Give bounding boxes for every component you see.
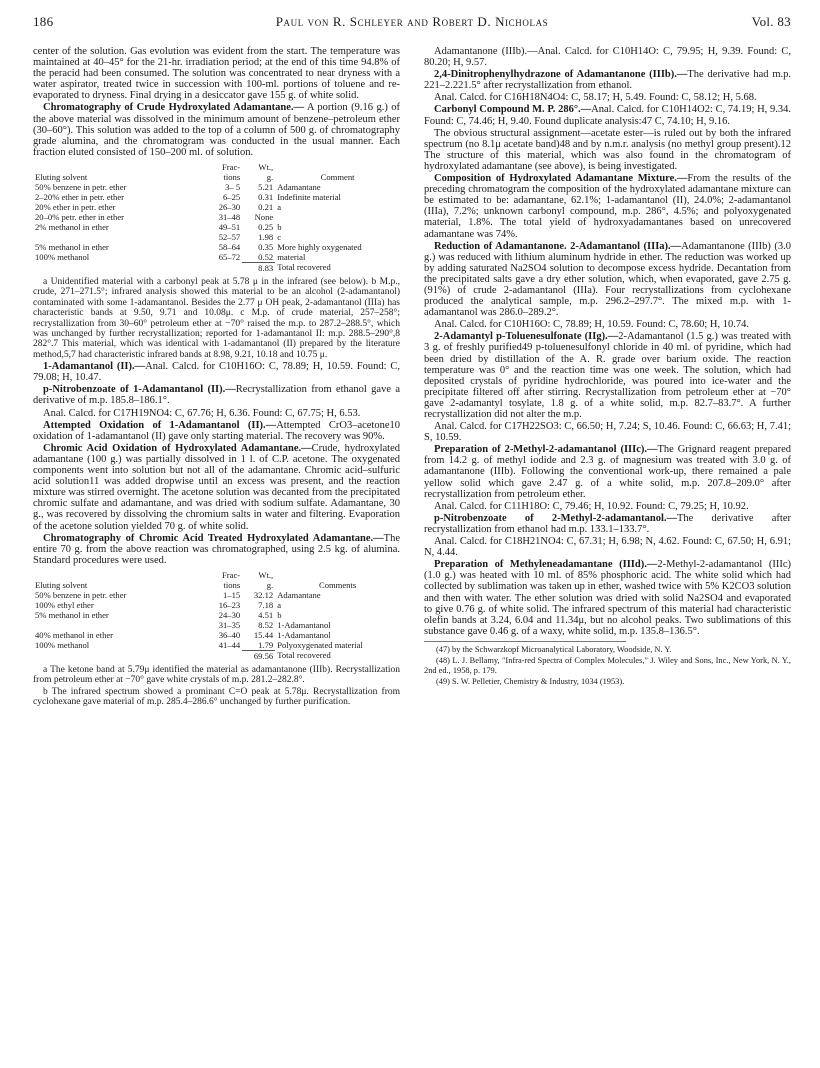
section-heading: Carbonyl Compound M. P. 286°.— [434, 104, 592, 116]
section-heading: Composition of Hydroxylated Adamantane Mixture.— [434, 173, 688, 185]
paragraph-body: Anal. Calcd. for C10H16O: C, 78.89; H, 10.59. Found: C, 79.08; H, 10.47. [33, 361, 400, 384]
table-cell: 2% methanol in ether [35, 221, 109, 232]
table-cell: 20% ether in petr. ether [35, 201, 116, 212]
table-cell: 24–30 [218, 609, 241, 620]
paragraph: Anal. Calcd. for C18H21NO4: C, 67.31; H, 6.98; N, 4.62. Found: C, 67.50; H, 6.91; N, 4.44. [424, 536, 791, 559]
paragraph-body: Attempted CrO3–acetone10 oxidation of 1-adamantanol (II) gave only starting material. The recovery was 90%. [33, 419, 400, 442]
table-cell: b [277, 609, 282, 620]
table-cell: 5.21 [258, 181, 274, 192]
paragraph-body: Recrystallization from ethanol gave a derivative of m.p. 185.8–186.1°. [33, 384, 400, 407]
table-cell: b [277, 221, 282, 232]
paragraph [33, 102, 400, 157]
table-row [33, 600, 400, 610]
table-cell: 50% benzene in petr. ether [35, 589, 127, 600]
table-header-row [33, 162, 400, 182]
table-cell: 8.83 [242, 262, 275, 273]
paragraph-body: 2-Adamantanol (1.5 g.) was treated with 3 g. of freshly purified49 p-toluenesulfonyl chloride in 40 ml. of pyridine, which had been dried by distillation of the A. R. grade over barium oxide. The reaction temperature was 0° and the reaction time was one week. The solution, which had deposited crystals of pyridine hydrochloride, was poured into ice-water and the precipitate filtered off after stirring. Recrystallization from petroleum ether at −70° gave 2-adamantyl tosylate, 1.8 g. of a white solid, m.p. 82.7–83.7°. A further recrystallization did not alter the m.p. [424, 331, 791, 420]
paragraph-body: The Grignard reagent prepared from 14.2 g. of methyl iodide and 2.3 g. of magnesium was treated with 3.0 g. of adamantanone (IIIb). Following the conventional work-up, there remained a pale yellow solid which gave 2.47 g. of a white solid, m.p. 207.8–209.0° after recrystallization from petroleum ether. [424, 444, 791, 500]
table-cell: 1-Adamantanol [277, 629, 331, 640]
table-cell [275, 212, 400, 222]
table-header: Frac- tions [222, 569, 241, 590]
paragraph: Anal. Calcd. for C17H19NO4: C, 67.76; H, 6.36. Found: C, 67.75; H, 6.53. [43, 407, 361, 419]
table-cell: 1–15 [222, 589, 241, 600]
table-cell: More highly oxygenated [277, 241, 362, 252]
table-header: Frac- tions [222, 161, 241, 182]
table-cell: material [277, 251, 306, 262]
table-cell: 3– 5 [225, 181, 241, 192]
table-cell [33, 650, 202, 661]
table-cell: c [277, 231, 282, 242]
section-heading: Chromatography of Crude Hydroxylated Adamantane.— [43, 102, 305, 114]
paragraph-body: Anal. Calcd. for C10H14O2: C, 74.19; H, 9.34. Found: C, 74.46; H, 9.40. Found duplicate analysis:47 C, 74.10; H, 9.16. [424, 104, 791, 127]
table-row [33, 212, 400, 222]
table-cell: 7.18 [258, 599, 274, 610]
table-cell: Total recovered [277, 650, 331, 661]
table-cell [202, 262, 242, 273]
paragraph [424, 173, 791, 240]
table-cell [202, 650, 242, 661]
table-cell: Indefinite material [277, 191, 341, 202]
table-cell: 5% methanol in ether [35, 609, 109, 620]
table-cell: 32.12 [253, 589, 274, 600]
footnote: b The infrared spectrum showed a prominant C=O peak at 5.78μ. Recrystallization from cyclohexane gave material of m.p. 285.4–286.6° unchanged by further purification. [33, 686, 400, 708]
table-cell: 0.52 [258, 251, 274, 262]
paragraph [424, 69, 791, 91]
chromatography-table-1 [33, 162, 400, 273]
table-cell: 100% methanol [35, 251, 90, 262]
table-cell [33, 232, 202, 242]
table-cell: 4.51 [258, 609, 274, 620]
table-header: Eluting solvent [35, 579, 88, 590]
table-cell: 0.21 [258, 201, 274, 212]
paragraph [33, 533, 400, 566]
section-heading: 1-Adamantanol (II).— [43, 361, 146, 373]
table-row [33, 630, 400, 640]
section-heading: Attempted Oxidation of 1-Adamantanol (II).— [43, 419, 277, 431]
section-heading: Chromatography of Chromic Acid Treated Hydroxylated Adamantane.— [43, 532, 384, 544]
table-cell: 36–40 [218, 629, 241, 640]
table-row [33, 590, 400, 600]
table-cell: 5% methanol in ether [35, 241, 109, 252]
table-cell: 49–51 [218, 221, 241, 232]
table-cell: 100% ethyl ether [35, 599, 94, 610]
table-cell: 41–44 [218, 639, 241, 650]
page-header [33, 14, 791, 34]
table-row [33, 242, 400, 252]
paragraph [424, 331, 791, 420]
page-number: 186 [33, 14, 54, 29]
table-header: Comment [320, 171, 355, 182]
table-cell: None [254, 211, 274, 222]
table-cell: Adamantane [277, 589, 321, 600]
paragraph [33, 443, 400, 532]
footnote: a The ketone band at 5.79μ identified the material as adamantanone (IIIb). Recrystallization from petroleum ether at −70° gave white crystals of m.p. 281.2–282.8°. [33, 664, 400, 686]
paragraph [424, 241, 791, 319]
table-cell: Adamantane [277, 181, 321, 192]
paragraph: Anal. Calcd. for C17H22SO3: C, 66.50; H, 7.24; S, 10.46. Found: C, 66.63; H, 7.41; S, 10.59. [424, 421, 791, 444]
paragraph [33, 361, 400, 383]
running-title: Paul von R. Schleyer and Robert D. Nicholas [275, 14, 549, 29]
table-cell: 15.44 [253, 629, 274, 640]
paragraph-body: From the results of the preceding chromatogram the composition of the hydroxylated adamantane mixture can be estimated to be: adamantane, 62.1%; 1-adamantanol (II), 24.0%; 2-adamantanol (IIIa), 7.2%; unknown carbonyl compound, m.p. 286°, 4.5%; and polyoxygenated material, 1.8%. The total yield of hydroxyadamantanes based on unrecovered adamantane was 74%. [424, 173, 791, 240]
paragraph: Anal. Calcd. for C10H16O: C, 78.89; H, 10.59. Found: C, 78.60; H, 10.74. [434, 319, 749, 331]
table-cell: Total recovered [277, 262, 331, 273]
table-cell: a [277, 201, 282, 212]
table-cell: 100% methanol [35, 639, 90, 650]
table-cell [33, 262, 202, 273]
table-cell: 16–23 [218, 599, 241, 610]
section-heading: 2,4-Dinitrophenylhydrazone of Adamantanone (IIIb).— [434, 69, 688, 81]
paragraph [424, 104, 791, 126]
paragraph [33, 420, 400, 442]
table-row [33, 182, 400, 192]
paragraph-body: A portion (9.16 g.) of the above material was dissolved in the minimum amount of benzene–petroleum ether (30–60°). This solution was added to the top of a column of 500 g. of chromatography grade alumina, and the chromatogram was conducted in the usual manner. Each fraction eluted consisted of 150–200 ml. of solution. [33, 102, 401, 158]
volume-label: Vol. 83 [751, 14, 791, 29]
table-row [33, 620, 400, 630]
paragraph [424, 559, 791, 637]
table-row [33, 640, 400, 651]
table-cell: 8.52 [258, 619, 274, 630]
table-cell: 1.98 [258, 231, 274, 242]
section-heading: Reduction of Adamantanone. 2-Adamantanol (IIIa).— [434, 240, 682, 252]
table-cell: Polyoxygenated material [277, 639, 363, 650]
paragraph-body: 2-Methyl-2-adamantanol (IIIc)(1.0 g.) was heated with 10 ml. of 85% phosphoric acid. The white solid which had collected by sublimation was taken up in ether, washed twice with 5% K2CO3 solution and then with water. The ether solution was dried with solid Na2SO4 and evaporated to give 0.76 g. of white solid. The infrared spectrum of this material had characteristic olefin bands at 3.24, 6.04 and 11.34μ, but no alcohol peaks. Two sublimations of this substance gave 0.46 g. of a waxy, white solid, m.p. 135.8–136.5°. [424, 559, 792, 637]
table-header: Wt., g. [258, 569, 274, 590]
paragraph: Anal. Calcd. for C11H18O: C, 79.46; H, 10.92. Found: C, 79.25; H, 10.92. [434, 500, 749, 512]
table-cell: 0.35 [258, 241, 274, 252]
table-cell: a [277, 599, 282, 610]
table-row [33, 192, 400, 202]
table-cell [33, 620, 202, 630]
table-cell: 31–35 [218, 619, 241, 630]
table-row [33, 202, 400, 212]
table-cell: 2–20% ether in petr. ether [35, 191, 125, 202]
paragraph: The obvious structural assignment—acetate ester—is ruled out by both the infrared spectrum (no 8.1μ acetate band)48 and by n.m.r. analysis (no methyl group present).12 The structure of this material, which was also found in the chromatogram of hydroxylated adamantane (see above), is being investigated. [424, 127, 791, 172]
table-cell: 65–72 [218, 251, 241, 262]
reference: (48) L. J. Bellamy, "Infra-red Spectra of Complex Molecules," J. Wiley and Sons, Inc., New York, N. Y., 2nd ed., 1958, p. 179. [424, 655, 791, 675]
paragraph-body: The derivative had m.p. 221–2.221.5° after recrystallization from ethanol. [424, 69, 791, 92]
table-cell: 0.25 [258, 221, 274, 232]
table-row [33, 232, 400, 242]
right-column [424, 46, 791, 688]
paragraph [424, 444, 791, 499]
section-heading: p-Nitrobenzoate of 1-Adamantanol (II).— [43, 384, 236, 396]
paragraph: Adamantanone (IIIb).—Anal. Calcd. for C10H14O: C, 79.95; H, 9.39. Found: C, 80.20; H, 9.57. [424, 46, 791, 69]
paragraph-body: The entire 70 g. from the above reaction was chromatographed, using 2.5 kg. of alumina. Standard procedures were used. [33, 532, 400, 566]
reference: (49) S. W. Pelletier, Chemistry & Industry, 1034 (1953). [436, 676, 625, 686]
table-cell: 6–25 [222, 191, 241, 202]
table-cell: 40% methanol in ether [35, 629, 114, 640]
table-cell: 69.56 [242, 650, 275, 661]
section-heading: p-Nitrobenzoate of 2-Methyl-2-adamantanol.— [434, 512, 678, 524]
paragraph-body: Crude, hydroxylated adamantane (100 g.) was partially dissolved in 1 l. of C.P. acetone. The oxygenated components went into solution but not all of the adamantane. Chromic acid–sulfuric acid solution11 was added dropwise until an excess was present, and the reaction mixture was stirred overnight. The acetone solution was decanted from the precipitated chromic sulfate and adamantane, and was dried with sodium sulfate. Adamantane, 30 g., was recovered by dissolving the chromium salts in water and filtering. Evaporation of the acetone solution yielded 70 g. of white solid. [33, 442, 400, 532]
table-row [33, 252, 400, 263]
section-heading: Preparation of 2-Methyl-2-adamantanol (IIIc).— [434, 444, 658, 456]
paragraph [33, 384, 400, 406]
paragraph-body: The derivative after recrystallization from ethanol had m.p. 133.1–133.7°. [424, 512, 791, 535]
table-row [33, 610, 400, 620]
table-cell: 26–30 [218, 201, 241, 212]
table-header: Eluting solvent [35, 171, 88, 182]
paragraph [424, 513, 791, 535]
reference: (47) by the Schwarzkopf Microanalytical Laboratory, Woodside, N. Y. [436, 644, 672, 654]
paragraph: Anal. Calcd. for C16H18N4O4: C, 58.17; H, 5.49. Found: C, 58.12; H, 5.68. [434, 92, 757, 104]
table-cell: 58–64 [218, 241, 241, 252]
chromatography-table-2 [33, 570, 400, 661]
table-cell: 1-Adamantanol [277, 619, 331, 630]
section-heading: Chromic Acid Oxidation of Hydroxylated Adamantane.— [43, 442, 312, 454]
table-header: Comments [318, 579, 357, 590]
table-cell: 0.31 [258, 191, 274, 202]
paragraph-body: Adamantanone (IIIb) (3.0 g.) was reduced with lithium aluminum hydride in ether. The reduction was worked up by adding saturated Na2SO4 solution to decompose excess hydride. Decantation from the precipitated salts gave a dry ether solution, which, when evaporated, gave 2.75 g. (91%) of crude 2-adamantanol (IIIa). Four recrystallizations from cyclohexane produced the analytical sample, m.p. 296.2–297.7°. The mixed m.p. with 1-adamantanol was 286.0–289.2°. [424, 240, 791, 319]
section-heading: 2-Adamantyl p-Toluenesulfonate (IIg).— [434, 331, 619, 343]
paragraph: center of the solution. Gas evolution was evident from the start. The temperature was maintained at 40–45° for the 21-hr. irradiation period; at the end of this time 94.8% of the peracid had been consumed. The solution was concentrated to near dryness with a water aspirator, treated twice in succession with 100-ml. portions of toluene and re-evaporated to dryness. Final drying in a desiccator gave 155 g. of white solid. [33, 46, 400, 102]
left-column [33, 46, 400, 709]
table-row [33, 222, 400, 232]
table-total-row [33, 650, 400, 661]
footnote: a Unidentified material with a carbonyl peak at 5.78 μ in the infrared (see below). b M.p., crude, 271–271.5°; infrared analysis showed this material to be an alcohol (2-adamantanol) contaminated with some 1-adamantanol. Besides the 2.77 μ OH peak, 2-adamantanol (IIIa) has characteristic bands at 9.50, 9.71 and 10.08μ. c M.p. of crude material, 257–258°; recrystallization from 30–60° petroleum ether at −70° raised the m.p. to 287.2–288.5°, which was unchanged by further recrystallization; reported for 1-adamantanol II: m.p. 288.5–290°,8 282°.7 This material, which was identical with 1-adamantanol (II) prepared by the literature method,5,7 had characteristic infrared bands at 8.98, 9.21, 10.18 and 10.75 μ. [33, 276, 400, 360]
table-cell: 52–57 [218, 231, 241, 242]
section-heading: Preparation of Methyleneadamantane (IIId).— [434, 559, 658, 571]
table-cell: 20–0% petr. ether in ether [35, 211, 125, 222]
table-header: Wt., g. [258, 161, 274, 182]
table-header-row [33, 570, 400, 590]
table-cell: 1.79 [258, 639, 274, 650]
table-cell: 50% benzene in petr. ether [35, 181, 127, 192]
table-cell: 31–48 [218, 211, 241, 222]
table-total-row [33, 262, 400, 273]
